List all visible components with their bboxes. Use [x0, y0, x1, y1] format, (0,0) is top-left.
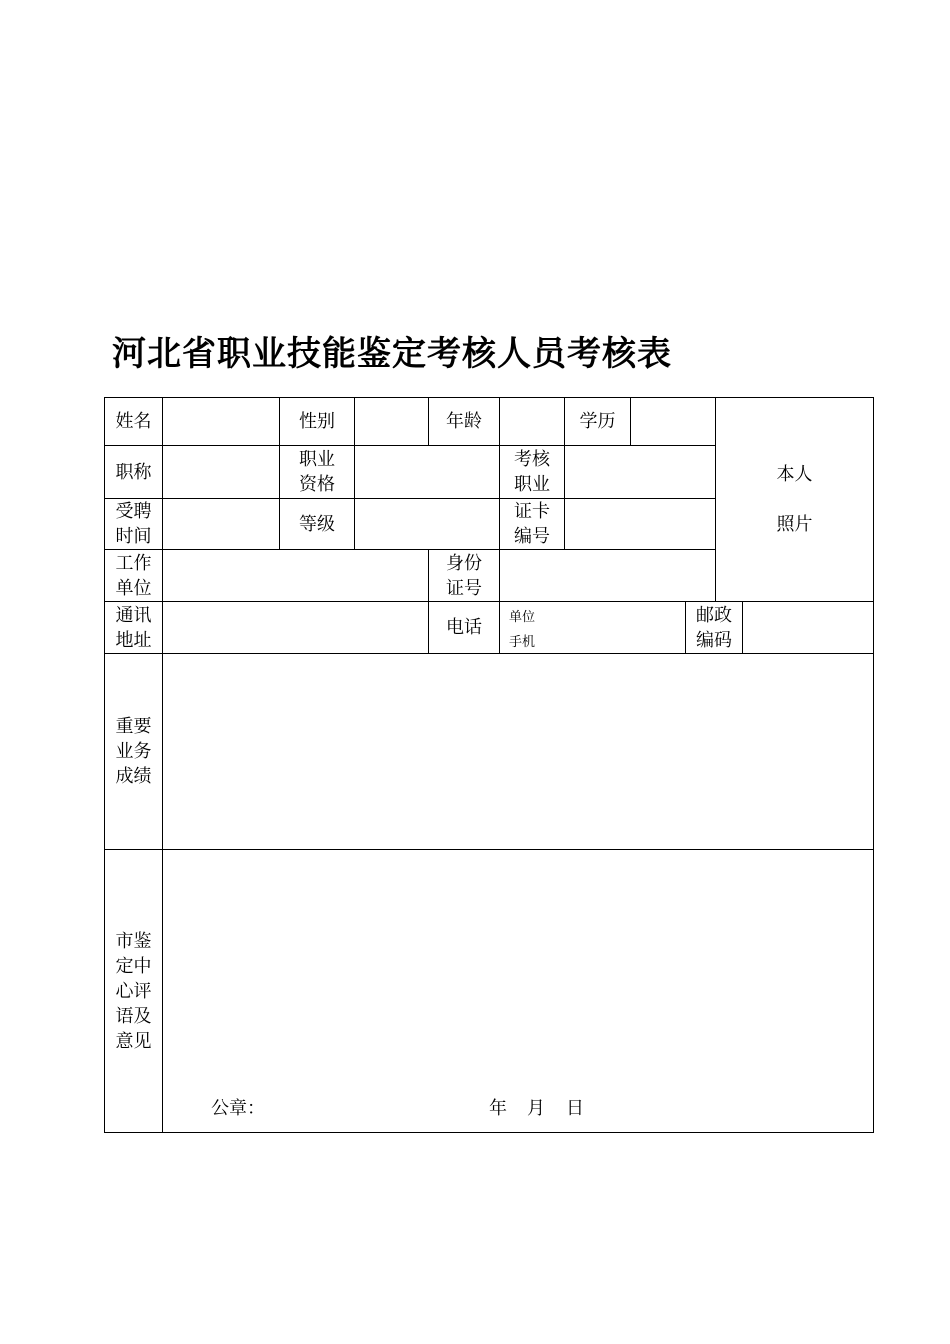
hire-time-field[interactable]	[163, 499, 279, 549]
label-achievements: 重要 业务 成绩	[115, 716, 152, 787]
date-year-label: 年	[489, 1098, 507, 1119]
label-cert-no: 证卡 编号	[514, 501, 550, 547]
grade-field[interactable]	[355, 499, 499, 549]
date-day-label: 日	[566, 1098, 584, 1119]
name-field[interactable]	[163, 398, 279, 445]
table-border	[104, 1132, 874, 1133]
photo-placeholder[interactable]	[716, 398, 873, 601]
label-address: 通讯 地址	[115, 604, 152, 651]
label-education: 学历	[579, 410, 616, 432]
phone-mobile-label: 手机	[509, 635, 536, 650]
label-exam-job: 考核 职业	[514, 449, 550, 495]
opinion-field[interactable]	[163, 850, 873, 1132]
label-hire-time: 受聘 时间	[115, 501, 152, 547]
age-field[interactable]	[500, 398, 564, 445]
postcode-field[interactable]	[743, 602, 873, 653]
table-border	[873, 397, 874, 1133]
label-phone: 电话	[446, 617, 482, 638]
label-title-rank: 职称	[115, 461, 152, 483]
label-grade: 等级	[299, 513, 335, 535]
title-rank-field[interactable]	[163, 446, 279, 498]
workplace-field[interactable]	[163, 550, 428, 601]
label-opinion: 市鉴 定中 心评 语及 意见	[115, 930, 152, 1052]
gender-field[interactable]	[355, 398, 428, 445]
page-title: 河北省职业技能鉴定考核人员考核表	[112, 334, 672, 374]
education-field[interactable]	[631, 398, 715, 445]
seal-label: 公章：	[211, 1098, 265, 1119]
phone-unit-label: 单位	[509, 610, 536, 625]
exam-job-field[interactable]	[565, 446, 715, 498]
address-field[interactable]	[163, 602, 428, 653]
label-name: 姓名	[115, 410, 152, 432]
label-photo-line2: 照片	[776, 513, 813, 535]
achievements-field[interactable]	[163, 654, 873, 849]
label-gender: 性别	[299, 410, 335, 432]
label-age: 年龄	[446, 410, 482, 432]
date-month-label: 月	[527, 1098, 545, 1119]
label-qualification: 职业 资格	[299, 449, 335, 495]
assessment-form-table	[104, 397, 874, 1133]
label-id-no: 身份 证号	[446, 552, 482, 599]
cert-no-field[interactable]	[565, 499, 715, 549]
label-postcode: 邮政 编码	[696, 604, 732, 651]
label-photo-line1: 本人	[776, 463, 813, 485]
id-no-field[interactable]	[500, 550, 715, 601]
label-workplace: 工作 单位	[115, 552, 152, 599]
